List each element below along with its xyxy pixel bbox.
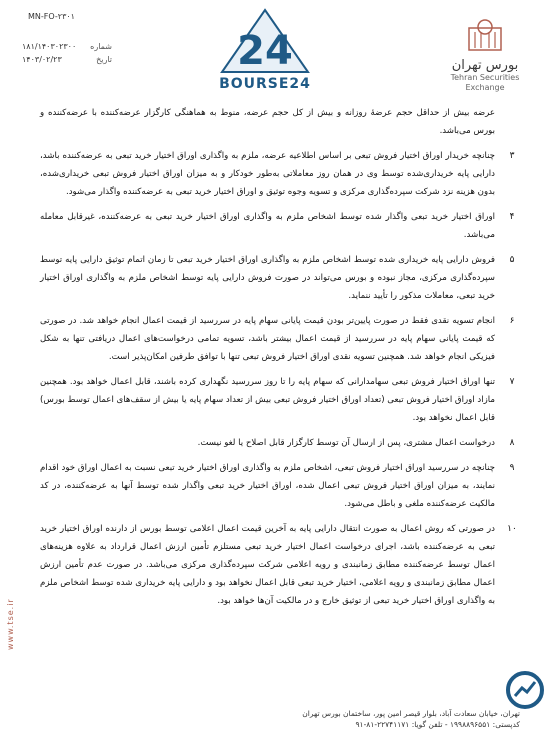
tse-logo: [445, 18, 525, 93]
paragraph: [40, 373, 515, 427]
paragraph: [40, 104, 505, 140]
svg-text:24: 24: [237, 28, 293, 74]
letter-meta: [22, 40, 112, 66]
tse-emblem-icon: [465, 18, 505, 52]
paragraph: [40, 459, 515, 513]
paragraph-text: تنها اوراق اختیار فروش تبعی سهامدارانی که سهام پایه را تا روز سررسید نگهداری کرده باشند، قابل اعمال خواهد بود. همچنین مازاد اوراق اختیار فروش تبعی (تعداد اوراق اختیار فروش تبعی بیش از تعداد سهام پایه یا بیش از سقف‌های اعمال توسط بورس) قابل اعمال نخواهد بود.: [40, 377, 495, 423]
bourse24-logo: [210, 8, 320, 98]
footer: [120, 708, 520, 730]
date-value: ۱۴۰۳/۰۲/۲۳: [22, 55, 62, 64]
paragraph-text: انجام تسویه نقدی فقط در صورت پایین‌تر بودن قیمت پایانی سهام پایه در سررسید از قیمت اعمال انجام خواهد شد. در صورتی که قیمت پایانی سهام پایه در سررسید از قیمت اعمال بیشتر باشد، تسویه تمامی درخواست‌های اعمال دریافتی تنها به شکل فیزیکی انجام خواهد شد. همچنین تسویه نقدی اوراق اختیار فروش تبعی تنها با توافق طرفین امکان‌پذیر است.: [40, 316, 495, 362]
paragraph-number: ۱۰: [507, 524, 517, 534]
footer-contact: کدپستی: ۱۹۹۸۸۹۶۵۵۱ - تلفن گویا: ۲۲۷۴۱۱۷۱-۸۱-۹۱: [355, 720, 520, 729]
paragraph-number: ۶: [509, 316, 515, 326]
paragraph-text: اوراق اختیار خرید تبعی واگذار شده توسط اشخاص ملزم به واگذاری اوراق اختیار خرید تبعی به عرضه‌کننده، غیرقابل معامله می‌باشد.: [40, 212, 495, 240]
number-row: [22, 40, 112, 53]
number-label: شماره: [90, 42, 112, 51]
date-label: تاریخ: [96, 55, 112, 64]
date-row: [22, 53, 112, 66]
paragraph-number: ۹: [509, 463, 515, 473]
paragraph-number: ۴: [509, 212, 515, 222]
paragraph-number: ۵: [509, 255, 515, 265]
paragraph-text: فروش دارایی پایه خریداری شده توسط اشخاص ملزم به واگذاری اوراق اختیار خرید تبعی تا زمان اتمام توثیق دارایی پایه توسط سپرده‌گذاری مرکزی، مجاز نبوده و بورس می‌تواند در صورت فروش دارایی پایه توسط اشخاص ملزم به واگذاری اوراق اختیار خرید تبعی، معاملات مذکور را تأیید ننماید.: [40, 255, 495, 301]
tse-name-fa: بورس تهران: [451, 58, 519, 73]
paragraph-text: عرضه بیش از حداقل حجم عرضهٔ روزانه و بیش از کل حجم عرضه، منوط به هماهنگی کارگزار عرضه‌کننده با عرضه‌کننده و بورس می‌باشد.: [40, 108, 495, 136]
paragraph-text: درخواست اعمال مشتری، پس از ارسال آن توسط کارگزار قابل اصلاح یا لغو نیست.: [197, 438, 495, 448]
document-body: [40, 104, 517, 617]
paragraph: [40, 312, 515, 366]
paragraph-number: ۸: [509, 438, 515, 448]
number-value: ۱۸۱/۱۴۰۳۰۲۳۰۰: [22, 42, 77, 51]
document-code: MN-FO-۲۳۰۱: [28, 12, 75, 21]
footer-bourse-icon: [505, 670, 545, 714]
paragraph-text: در صورتی که روش اعمال به صورت انتقال دارایی پایه به آخرین قیمت اعمال اعلامی توسط بورس از دارنده اوراق اختیار خرید تبعی به عرضه‌کننده باشد، اجرای درخواست اعمال اختیار خرید تبعی مستلزم تأمین ارزش اعمال قرارداد به علاوه هزینه‌های اعمال توسط عرضه‌کننده مطابق زمانبندی و رویه اعلامی شرکت سپرده‌گذاری مرکزی می‌باشد. در صورت عدم تأمین ارزش اعمال مطابق زمانبندی و رویه اعلامی، اختیار خرید تبعی قابل اعمال نخواهد بود و دارایی پایه خریداری شده توسط اشخاص ملزم به واگذاری اوراق اختیار خرید تبعی از توثیق خارج و در مالکیت آن‌ها خواهد بود.: [40, 524, 495, 606]
footer-address: تهران، خیابان سعادت آباد، بلوار قیصر امین پور، ساختمان بورس تهران: [302, 709, 520, 718]
paragraph-text: چنانچه در سررسید اوراق اختیار فروش تبعی، اشخاص ملزم به واگذاری اوراق اختیار خرید تبعی نسبت به اعمال اوراق خود اقدام نمایند، به میزان اوراق اختیار فروش تبعی اعمال شده، اوراق اختیار خرید تبعی واگذار شده توسط آنها به عرضه‌کننده، در کد مالکیت عرضه‌کننده ملغی و باطل می‌شود.: [40, 463, 495, 509]
paragraph-text: چنانچه خریدار اوراق اختیار فروش تبعی بر اساس اطلاعیه عرضه، ملزم به واگذاری اوراق اختیار خرید تبعی به عرضه‌کننده باشد، دارایی پایه خریداری‌شده توسط وی در همان روز معاملاتی به‌طور خودکار و به میزان اوراق اختیار فروش تبعی خریداری‌شده، بدون هزینه نزد شرکت سپرده‌گذاری مرکزی و تسویه وجوه توثیق و اوراق اختیار خرید تبعی به عرضه‌کننده واگذار می‌شود.: [40, 151, 495, 197]
paragraph: [40, 434, 515, 452]
paragraph-number: ۳: [509, 151, 515, 161]
paragraph: [40, 520, 517, 610]
tse-name-en-1: Tehran Securities: [450, 73, 520, 82]
paragraph: [40, 147, 515, 201]
bourse24-wordmark: BOURSE24: [219, 76, 311, 92]
website-url: www.tse.ir: [6, 598, 15, 650]
paragraph: [40, 251, 515, 305]
paragraph-number: ۷: [509, 377, 515, 387]
paragraph: [40, 208, 515, 244]
bourse24-mark-icon: [220, 8, 310, 74]
tse-name-en-2: Exchange: [465, 83, 505, 92]
